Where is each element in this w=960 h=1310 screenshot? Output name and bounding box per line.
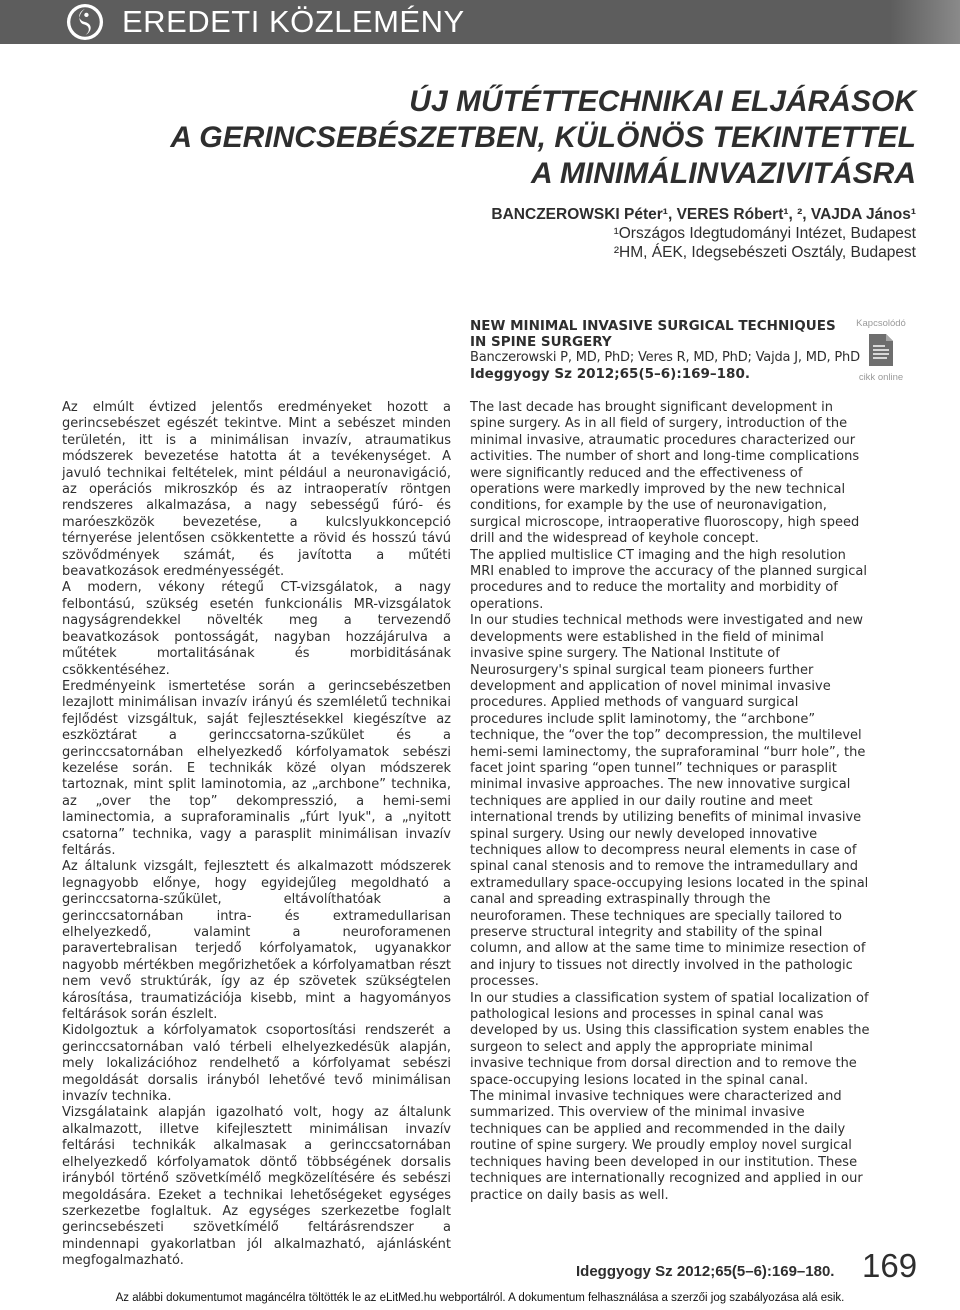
english-abstract	[470, 400, 870, 1204]
related-label: Kapcsolódó	[856, 318, 906, 329]
paragraph: Vizsgálataink alapján igazolható volt, hogy az általunk alkalmazott, illetve kifejlesztett minimálisan invazív feltárási technikák alkalmasak a gerinccsatornában elhelyezkedő kórfolyamatok döntő többségének dorsalis irányból történő szövetkímélő megközelítésére és sebészi megoldására. Ezeket a technikai lehetőségeket egységes szerkezetbe foglaltuk. Az egységes szerkezetbe foglalt gerincsebészeti szövetkímélő feltárásrendszer a mindennapi gyakorlatban jól alkalmazható, ajánlásként megfogalmazható.	[62, 1105, 451, 1269]
journal-citation: Ideggyogy Sz 2012;65(5–6):169–180.	[470, 366, 750, 382]
english-title: NEW MINIMAL INVASIVE SURGICAL TECHNIQUES IN SPINE SURGERY	[470, 318, 836, 350]
paragraph: A modern, vékony rétegű CT-vizsgálatok, a nagy felbontású, szükség esetén funkcionális MR-vizsgálatok nagyságrendekkel növelték meg a tervezendő beavatkozások pontosságát, nagyban hozzájárulva a műtétek mortalitásának és morbiditásának csökkentéséhez.	[62, 580, 451, 678]
footer-citation: Ideggyogy Sz 2012;65(5–6):169–180.	[576, 1263, 835, 1280]
paragraph: Eredményeink ismertetése során a gerincsebészetben lezajlott minimálisan invazív irányú és szemléletű technikai fejlődést vizsgáltuk, saját fejlesztésekkel kiegészítve az eszköztárat a gerinccsatorna-szűkület és a gerinccsatornában elhelyezkedő kórfolyamatok sebészi kezelése során. E technikák közé olyan módszerek tartoznak, mint split laminotomia, az „archbone” technika, az „over the top” dekompresszió, a hemi-semi laminectomia, a supraforaminalis „fúrt lyuk", a „nyitott csatorna” technika, vagy a parasplit minimálisan invazív feltárás.	[62, 678, 451, 858]
journal-logo-icon	[66, 3, 104, 41]
affiliation: ²HM, ÁEK, Idegsebészeti Osztály, Budapest	[613, 244, 916, 261]
related-online-label: cikk online	[858, 372, 904, 383]
paragraph: The minimal invasive techniques were characterized and summarized. This overview of the minimal invasive techniques can be applied and recommended in the daily routine of spine surgery. We proudly employ novel surgical techniques having been developed in our institution. These techniques are internationally recognized and applied in our practice on daily basis as well.	[470, 1089, 863, 1203]
section-banner	[0, 0, 960, 50]
hungarian-abstract	[62, 400, 451, 1270]
article-title	[96, 84, 916, 192]
author-names: BANCZEROWSKI Péter¹, VERES Róbert¹, ², VAJDA János¹	[491, 206, 916, 223]
page-number: 169	[862, 1247, 918, 1284]
english-abstract-header	[470, 318, 860, 382]
paragraph: Az általunk vizsgált, fejlesztett és alkalmazott módszerek legnagyobb előnye, hogy egyidejűleg megoldható a gerinccsatorna-szűkület, eltávolíthatóak a gerinccsatornában intra- és extramedullarisan elhelyezkedő, valamint a neuroforamenen paravertebralisan terjedő kórfolyamatok, ugyanakkor nagyobb mértékben megőrizhetőek a kórfolyamatban részt nem vevő struktúrák, így az ép szövetek szükségtelen károsítása, traumatizációja kisebb, mint a hagyományos feltárások során észlelt.	[62, 859, 451, 1023]
related-article-link[interactable]	[854, 318, 908, 383]
author-block	[491, 205, 916, 262]
title-line: A GERINCSEBÉSZETBEN, KÜLÖNÖS TEKINTETTEL	[170, 121, 916, 154]
section-title: EREDETI KÖZLEMÉNY	[122, 4, 465, 39]
title-line: A MINIMÁLINVAZIVITÁSRA	[531, 157, 916, 190]
paragraph: The applied multislice CT imaging and the high resolution MRI enabled to improve the accuracy of the planned surgical procedures and to reduce the mortality and morbidity of operations.	[470, 547, 868, 612]
affiliation: ¹Országos Idegtudományi Intézet, Budapest	[613, 225, 916, 242]
paragraph: In our studies a classification system of spatial localization of pathological lesions and processes in spinal canal was developed by us. Using this classification system enables the surgeon to select and apply the appropriate minimal invasive technique from dorsal direction and to remove the space-occupying lesions located in the spinal canal.	[470, 990, 870, 1088]
paragraph: In our studies technical methods were investigated and new developments were established in the field of minimal invasive spine surgery. The National Institute of Neurosurgery's spinal surgical team pioneers further development and application of novel minimal invasive procedures. Applied methods of vanguard surgical procedures include split laminotomy, the “archbone” technique, the “over the top” decompression, the multilevel hemi-semi laminectomy, the supraforaminal “burr hole”, the facet joint sparing “open tunnel” techniques or parasplit minimal invasive approaches. The new innovative surgical techniques are applied in our daily routine and meet international trends by utilizing benefits of minimal invasive spinal surgery. Using our newly developed innovative techniques allow to decompress neural elements in case of spinal canal stenosis and to remove the intramedullary and extramedullary space-occupying lesions located in the spinal canal and spreading extraspinally through the neuroforamen. These techniques are specially tailored to preserve structural integrity and stability of the spinal column, and allow at the same time to minimize resection of and injury to tissues not directly involved in the pathologic processes.	[470, 613, 869, 990]
document-icon	[868, 333, 894, 367]
download-notice: Az alábbi dokumentumot magáncélra töltötték le az eLitMed.hu webportálról. A dokumentum felhasználása a szerzői jog szabályozása alá esik.	[115, 1292, 845, 1304]
paragraph: Az elmúlt évtized jelentős eredményeket hozott a gerincsebészet egészét tekintve. Mint a sebészet minden területén, itt is a minimálisan invazív, atraumatikus módszerek bevezetése hatotta át a tevékenységet. A javuló technikai feltételek, mint például a neuronavigáció, az operációs mikroszkóp és az intraoperatív röntgen rendszeres alkalmazása, a nagy sebességű fúró- és maróeszközök bevezetése, a kulcslyukkoncepció térnyerése jelentősen csökkentette a rövid és hosszú távú szövődmények számát, és javította a műtéti beavatkozások eredményességét.	[62, 400, 451, 580]
english-authors: Banczerowski P, MD, PhD; Veres R, MD, PhD; Vajda J, MD, PhD	[470, 350, 860, 365]
paragraph: The last decade has brought significant development in spine surgery. As in all field of surgery, introduction of the minimal invasive, atraumatic procedures characterized our activities. The number of short and long-time complications were significantly reduced and the effectiveness of operations were markedly improved by the new technical conditions, for example by the use of neuronavigation, surgical microscope, intraoperative fluoroscopy, high speed drill and the widespread of keyhole concept.	[470, 400, 860, 547]
title-line: ÚJ MŰTÉTTECHNIKAI ELJÁRÁSOK	[409, 85, 916, 118]
paragraph: Kidolgoztuk a kórfolyamatok csoportosítási rendszerét a gerinccsatornában való térbeli elhelyezkedésük alapján, mely lokalizációhoz rendelhető a kórfolyamat sebészi megoldását dorsalis irányból lehetővé tevő minimálisan invazív technika.	[62, 1023, 451, 1105]
